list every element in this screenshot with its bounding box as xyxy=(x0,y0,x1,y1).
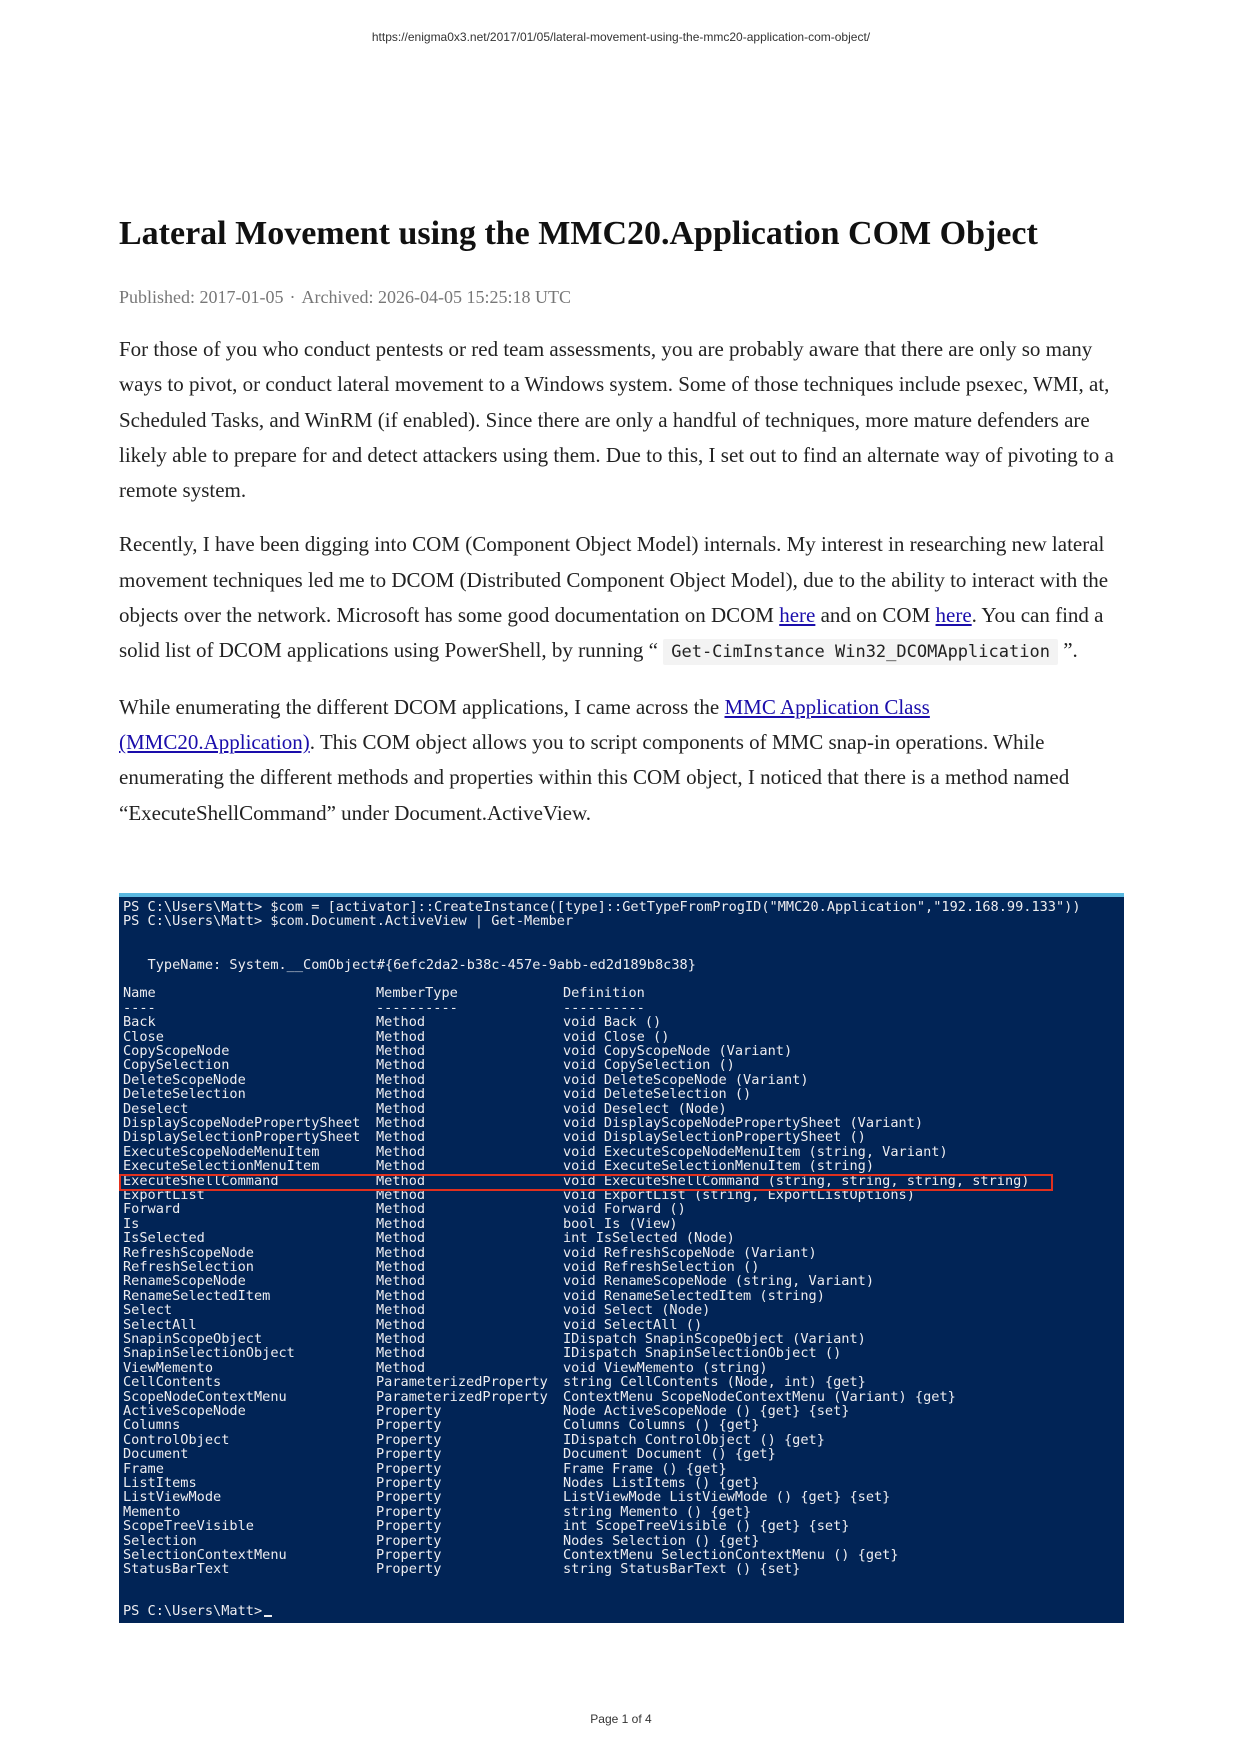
member-name: RefreshScopeNode xyxy=(123,1244,254,1261)
header-name: Name xyxy=(123,985,156,1002)
member-name: ExecuteShellCommand xyxy=(123,1172,279,1189)
member-definition: void ExportList (string, ExportListOptions) xyxy=(563,1187,915,1203)
member-name: StatusBarText xyxy=(123,1561,230,1578)
member-name: ExecuteScopeNodeMenuItem xyxy=(123,1143,320,1160)
member-type: Method xyxy=(376,1273,426,1290)
member-type: Property xyxy=(376,1417,442,1434)
member-name: SelectAll xyxy=(123,1316,197,1333)
member-type: Property xyxy=(376,1431,442,1448)
member-definition: void CopyScopeNode (Variant) xyxy=(563,1043,793,1059)
member-definition: IDispatch SnapinScopeObject (Variant) xyxy=(563,1331,866,1347)
paragraph-mmc xyxy=(119,690,1124,831)
divider-membertype: ---------- xyxy=(376,999,458,1016)
member-type: Property xyxy=(376,1475,442,1491)
member-name: IsSelected xyxy=(123,1230,205,1247)
member-definition: Nodes Selection () {get} xyxy=(563,1532,760,1549)
divider-definition: ---------- xyxy=(563,999,645,1016)
com-docs-link[interactable]: here xyxy=(935,603,972,628)
member-type: Property xyxy=(376,1518,442,1535)
member-type: Method xyxy=(376,1100,426,1117)
member-definition: void DisplayScopeNodePropertySheet (Variant) xyxy=(563,1115,924,1131)
member-type: Method xyxy=(376,1115,426,1131)
paragraph-text: and on COM xyxy=(815,603,936,628)
member-name: DeleteSelection xyxy=(123,1086,246,1103)
paragraph-intro: For those of you who conduct pentests or red team assessments, you are probably aware that there are only so many ways to pivot, or conduct lateral movement to a Windows system. Some of those techniques include psexec, WMI, at, Scheduled Tasks, and WinRM (if enabled). Since there are only a handful of techniques, more mature defenders are likely able to prepare for and detect attackers using them. Due to this, I set out to find an alternate way of pivoting to a remote system. xyxy=(119,337,1114,503)
archived-date: Archived: 2026-04-05 15:25:18 UTC xyxy=(301,287,571,307)
executeshellcommand-highlight xyxy=(119,1174,1053,1191)
member-type: Property xyxy=(376,1460,442,1477)
member-definition: ContextMenu ScopeNodeContextMenu (Variant) {get} xyxy=(563,1388,956,1405)
member-type: Method xyxy=(376,1057,426,1074)
article xyxy=(119,210,1124,831)
published-date: Published: 2017-01-05 xyxy=(119,287,284,307)
member-definition: void Back () xyxy=(563,1014,662,1031)
member-type: Method xyxy=(376,1172,426,1189)
member-type: Method xyxy=(376,1086,426,1103)
terminal-typename: TypeName: System.__ComObject#{6efc2da2-b38c-457e-9abb-ed2d189b8c38} xyxy=(123,956,696,973)
member-type: Method xyxy=(376,1187,426,1203)
header-membertype: MemberType xyxy=(376,985,458,1002)
member-definition: void DeleteSelection () xyxy=(563,1086,752,1103)
member-definition: void RenameScopeNode (string, Variant) xyxy=(563,1273,874,1290)
member-type: ParameterizedProperty xyxy=(376,1374,548,1391)
member-type: Method xyxy=(376,1230,426,1247)
member-name: ActiveScopeNode xyxy=(123,1403,246,1419)
member-definition: IDispatch SnapinSelectionObject () xyxy=(563,1345,842,1362)
member-name: ExecuteSelectionMenuItem xyxy=(123,1158,320,1175)
member-definition: void ExecuteShellCommand (string, string, string, string) xyxy=(563,1172,1030,1189)
member-definition: ContextMenu SelectionContextMenu () {get} xyxy=(563,1547,899,1563)
inline-code: Get-CimInstance Win32_DCOMApplication xyxy=(663,639,1058,665)
member-type: Method xyxy=(376,1201,426,1218)
member-type: Method xyxy=(376,1287,426,1304)
member-name: DisplaySelectionPropertySheet xyxy=(123,1129,361,1146)
member-definition: Frame Frame () {get} xyxy=(563,1460,727,1477)
divider-name: ---- xyxy=(123,999,156,1016)
member-type: Method xyxy=(376,1331,426,1347)
page-number: Page 1 of 4 xyxy=(590,1712,652,1726)
member-name: ViewMemento xyxy=(123,1359,214,1376)
member-name: DeleteScopeNode xyxy=(123,1071,246,1088)
member-name: Back xyxy=(123,1014,156,1031)
member-definition: string StatusBarText () {set} xyxy=(563,1561,801,1578)
member-definition: void ExecuteScopeNodeMenuItem (string, Variant) xyxy=(563,1143,948,1160)
member-definition: Columns Columns () {get} xyxy=(563,1417,760,1434)
terminal-command-line: PS C:\Users\Matt> $com.Document.ActiveView | Get-Member xyxy=(123,913,574,930)
member-name: RenameSelectedItem xyxy=(123,1287,271,1304)
member-type: Method xyxy=(376,1259,426,1275)
member-definition: void DeleteScopeNode (Variant) xyxy=(563,1071,809,1088)
member-definition: void SelectAll () xyxy=(563,1316,703,1333)
paragraph-text: . You can find a solid list of DCOM applications using PowerShell, by running “ xyxy=(119,603,1104,663)
paragraph-text: Recently, I have been digging into COM (Component Object Model) internals. My interest in researching new lateral movement techniques led me to DCOM (Distributed Component Object Model), due to the ability to interact with the objects over the network. Microsoft has some good documentation on DCOM xyxy=(119,532,1109,628)
member-type: Method xyxy=(376,1316,426,1333)
print-url: https://enigma0x3.net/2017/01/05/lateral-movement-using-the-mmc20-application-com-object/ xyxy=(371,30,871,44)
member-type: Method xyxy=(376,1158,426,1175)
member-name: RefreshSelection xyxy=(123,1259,254,1275)
member-type: Method xyxy=(376,1043,426,1059)
member-definition: void DisplaySelectionPropertySheet () xyxy=(563,1129,866,1146)
member-name: ListViewMode xyxy=(123,1489,222,1506)
member-type: Method xyxy=(376,1215,426,1232)
page-title: Lateral Movement using the MMC20.Application COM Object xyxy=(119,215,1038,252)
member-type: Property xyxy=(376,1547,442,1563)
member-definition: ListViewMode ListViewMode () {get} {set} xyxy=(563,1489,891,1506)
member-type: ParameterizedProperty xyxy=(376,1388,548,1405)
member-definition: void ViewMemento (string) xyxy=(563,1359,768,1376)
paragraph-text: While enumerating the different DCOM applications, I came across the xyxy=(119,694,725,719)
member-type: Property xyxy=(376,1403,442,1419)
member-type: Property xyxy=(376,1532,442,1549)
member-name: Columns xyxy=(123,1417,181,1434)
member-definition: Document Document () {get} xyxy=(563,1446,776,1463)
member-definition: IDispatch ControlObject () {get} xyxy=(563,1431,825,1448)
member-definition: string Memento () {get} xyxy=(563,1503,752,1520)
prompt-text: PS C:\Users\Matt> xyxy=(123,1603,263,1619)
member-type: Method xyxy=(376,1345,426,1362)
article-meta xyxy=(119,284,1124,310)
member-definition: void Deselect (Node) xyxy=(563,1100,727,1117)
member-type: Property xyxy=(376,1489,442,1506)
member-definition: void RefreshSelection () xyxy=(563,1259,760,1275)
paragraph-text: . This COM object allows you to script components of MMC snap-in operations. While enumerating the different methods and properties within this COM object, I noticed that there is a method named “ExecuteShellCommand” under Document.ActiveView. xyxy=(119,729,1070,825)
member-name: ScopeNodeContextMenu xyxy=(123,1388,287,1405)
terminal-header-row xyxy=(123,985,645,1002)
member-name: DisplayScopeNodePropertySheet xyxy=(123,1115,361,1131)
member-name: SnapinScopeObject xyxy=(123,1331,263,1347)
member-definition: string CellContents (Node, int) {get} xyxy=(563,1374,866,1391)
member-name: Document xyxy=(123,1446,189,1463)
member-name: Deselect xyxy=(123,1100,189,1117)
member-type: Property xyxy=(376,1503,442,1520)
member-definition: void ExecuteSelectionMenuItem (string) xyxy=(563,1158,874,1175)
member-name: ExportList xyxy=(123,1187,205,1203)
member-definition: void RenameSelectedItem (string) xyxy=(563,1287,825,1304)
member-name: SnapinSelectionObject xyxy=(123,1345,295,1362)
member-name: CopyScopeNode xyxy=(123,1043,230,1059)
header-definition: Definition xyxy=(563,985,645,1002)
member-name: ListItems xyxy=(123,1475,197,1491)
member-name: ScopeTreeVisible xyxy=(123,1518,254,1535)
cursor xyxy=(264,1615,272,1617)
powershell-screenshot xyxy=(119,893,1124,1623)
member-type: Method xyxy=(376,1014,426,1031)
meta-separator: · xyxy=(289,287,296,307)
member-name: ControlObject xyxy=(123,1431,230,1448)
member-type: Property xyxy=(376,1561,442,1578)
member-name: Is xyxy=(123,1215,140,1232)
member-definition: void CopySelection () xyxy=(563,1057,735,1074)
member-name: Forward xyxy=(123,1201,181,1218)
member-definition: void Forward () xyxy=(563,1201,686,1218)
member-definition: bool Is (View) xyxy=(563,1215,678,1232)
member-definition: void RefreshScopeNode (Variant) xyxy=(563,1244,817,1261)
member-type: Property xyxy=(376,1446,442,1463)
member-type: Method xyxy=(376,1129,426,1146)
member-name: RenameScopeNode xyxy=(123,1273,246,1290)
terminal-prompt xyxy=(123,1604,272,1618)
member-type: Method xyxy=(376,1071,426,1088)
member-type: Method xyxy=(376,1244,426,1261)
member-name: SelectionContextMenu xyxy=(123,1547,287,1563)
paragraph-text: ”. xyxy=(1057,638,1078,663)
member-type: Method xyxy=(376,1359,426,1376)
member-name: Select xyxy=(123,1302,173,1319)
member-definition: void Close () xyxy=(563,1028,670,1045)
member-name: Close xyxy=(123,1028,164,1045)
member-definition: Node ActiveScopeNode () {get} {set} xyxy=(563,1403,850,1419)
member-definition: Nodes ListItems () {get} xyxy=(563,1475,760,1491)
member-definition: int ScopeTreeVisible () {get} {set} xyxy=(563,1518,850,1535)
member-name: Memento xyxy=(123,1503,181,1520)
member-definition: int IsSelected (Node) xyxy=(563,1230,735,1247)
member-name: CopySelection xyxy=(123,1057,230,1074)
member-type: Method xyxy=(376,1302,426,1319)
member-type: Method xyxy=(376,1028,426,1045)
member-type: Method xyxy=(376,1143,426,1160)
terminal-divider-row xyxy=(123,999,645,1016)
member-definition: void Select (Node) xyxy=(563,1302,711,1319)
terminal-command-line: PS C:\Users\Matt> $com = [activator]::CreateInstance([type]::GetTypeFromProgID("MMC20.Application","192.168.99.133")) xyxy=(123,899,1081,915)
paragraph-dcom xyxy=(119,527,1124,670)
member-name: Selection xyxy=(123,1532,197,1549)
member-name: Frame xyxy=(123,1460,164,1477)
mmc-application-class-link[interactable]: MMC Application Class (MMC20.Application) xyxy=(119,694,930,754)
member-name: CellContents xyxy=(123,1374,222,1391)
dcom-docs-link[interactable]: here xyxy=(779,603,816,628)
